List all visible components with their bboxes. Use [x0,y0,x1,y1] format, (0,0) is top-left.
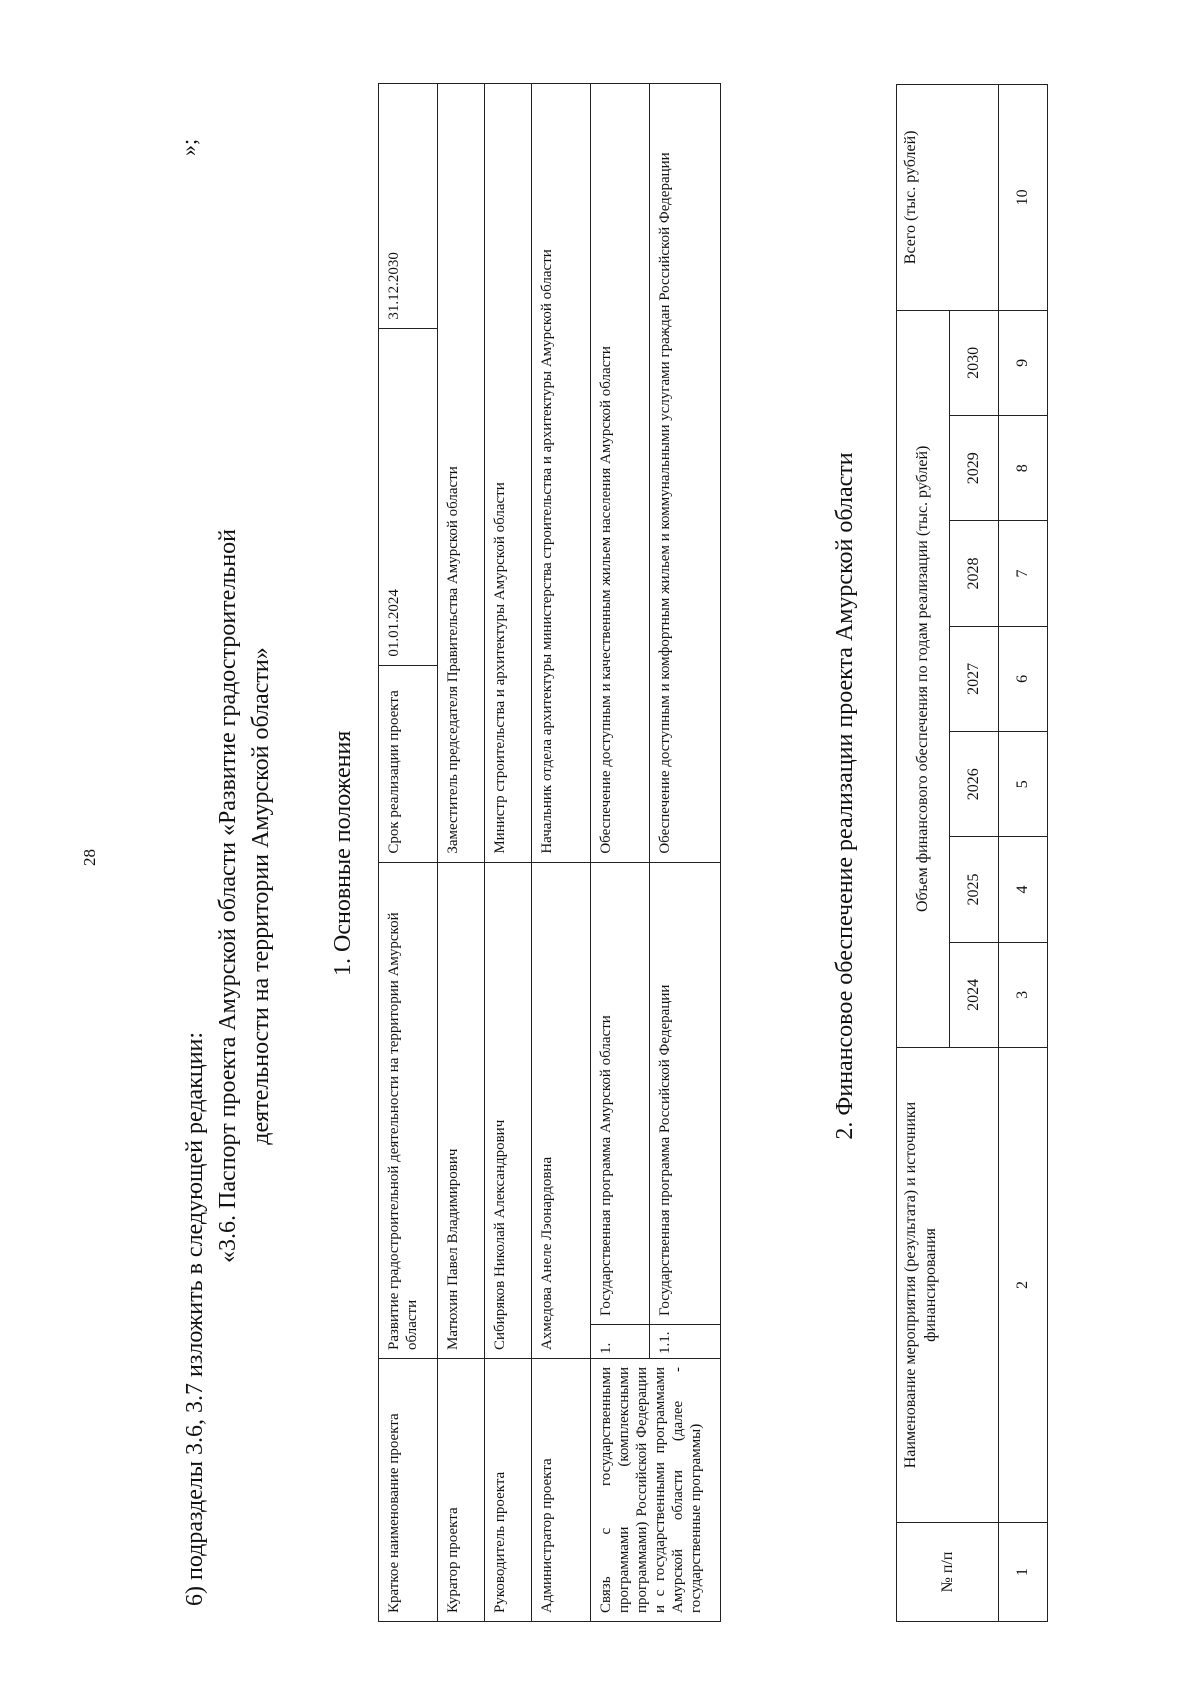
start-date: 01.01.2024 [379,328,438,665]
table-header-row [897,85,950,1622]
header-num: № п/п [897,1523,999,1622]
year-2026: 2026 [950,732,999,837]
admin-position: Начальник отдела архитектуры министерства строительства и архитектуры Амурской области [532,84,591,863]
end-date: 31.12.2030 [379,84,438,329]
table-row [591,84,650,1622]
program-name: Государственная программа Амурской области [591,862,650,1324]
index-cell: 2 [999,1048,1048,1523]
year-2030: 2030 [950,310,999,415]
programs-link-label: Связь с государственными программами (комплексными программами) Российской Федерации и с государственными программами Амурской области (далее - государственные программы) [591,1359,721,1622]
header-volume: Объем финансового обеспечения по годам реализации (тыс. рублей) [897,310,950,1047]
section2-title: 2. Финансовое обеспечение реализации проекта Амурской области [832,452,858,1140]
header-name: Наименование мероприятия (результата) и источники финансирования [897,1048,999,1523]
index-cell: 9 [999,310,1048,415]
financing-table [896,84,1048,1622]
table-row [438,84,485,1622]
index-cell: 4 [999,837,1048,942]
page-number: 28 [80,849,99,866]
index-cell: 3 [999,942,1048,1047]
index-cell: 6 [999,626,1048,731]
admin-name: Ахмедова Анеле Лэонардовна [532,862,591,1358]
leader-label: Руководитель проекта [485,1359,532,1622]
program-num: 1.1. [650,1325,721,1359]
index-cell: 7 [999,521,1048,626]
table-row [379,84,438,1622]
table-row [485,84,532,1622]
section1-title: 1. Основные положения [330,730,356,976]
program-goal: Обеспечение доступным и качественным жильем населения Амурской области [591,84,650,863]
passport-title: «3.6. Паспорт проекта Амурской области «Развитие градостроительной деятельности на территории Амурской области» [215,529,274,1263]
year-2024: 2024 [950,942,999,1047]
curator-name: Матюхин Павел Владимирович [438,862,485,1358]
index-cell: 1 [999,1523,1048,1622]
main-positions-table [378,83,721,1622]
program-num: 1. [591,1325,650,1359]
index-cell: 10 [999,85,1048,311]
leader-name: Сибиряков Николай Александрович [485,862,532,1358]
curator-label: Куратор проекта [438,1359,485,1622]
program-goal: Обеспечение доступным и комфортным жильем и коммунальными услугами граждан Российской Федерации [650,84,721,863]
curator-position: Заместитель председателя Правительства Амурской области [438,84,485,863]
year-2025: 2025 [950,837,999,942]
intro-line: 6) подразделы 3.6, 3.7 изложить в следующей редакции: [182,1031,208,1606]
index-cell: 5 [999,732,1048,837]
year-2027: 2027 [950,626,999,731]
year-2028: 2028 [950,521,999,626]
term-label: Срок реализации проекта [379,665,438,862]
short-name-value: Развитие градостроительной деятельности на территории Амурской области [379,862,438,1358]
table-row [532,84,591,1622]
table-row [999,85,1048,1622]
closing-mark: »; [176,138,201,156]
program-name: Государственная программа Российской Федерации [650,862,721,1324]
header-total: Всего (тыс. рублей) [897,85,999,311]
short-name-label: Краткое наименование проекта [379,1359,438,1622]
index-cell: 8 [999,416,1048,521]
leader-position: Министр строительства и архитектуры Амурской области [485,84,532,863]
year-2029: 2029 [950,416,999,521]
admin-label: Администратор проекта [532,1359,591,1622]
